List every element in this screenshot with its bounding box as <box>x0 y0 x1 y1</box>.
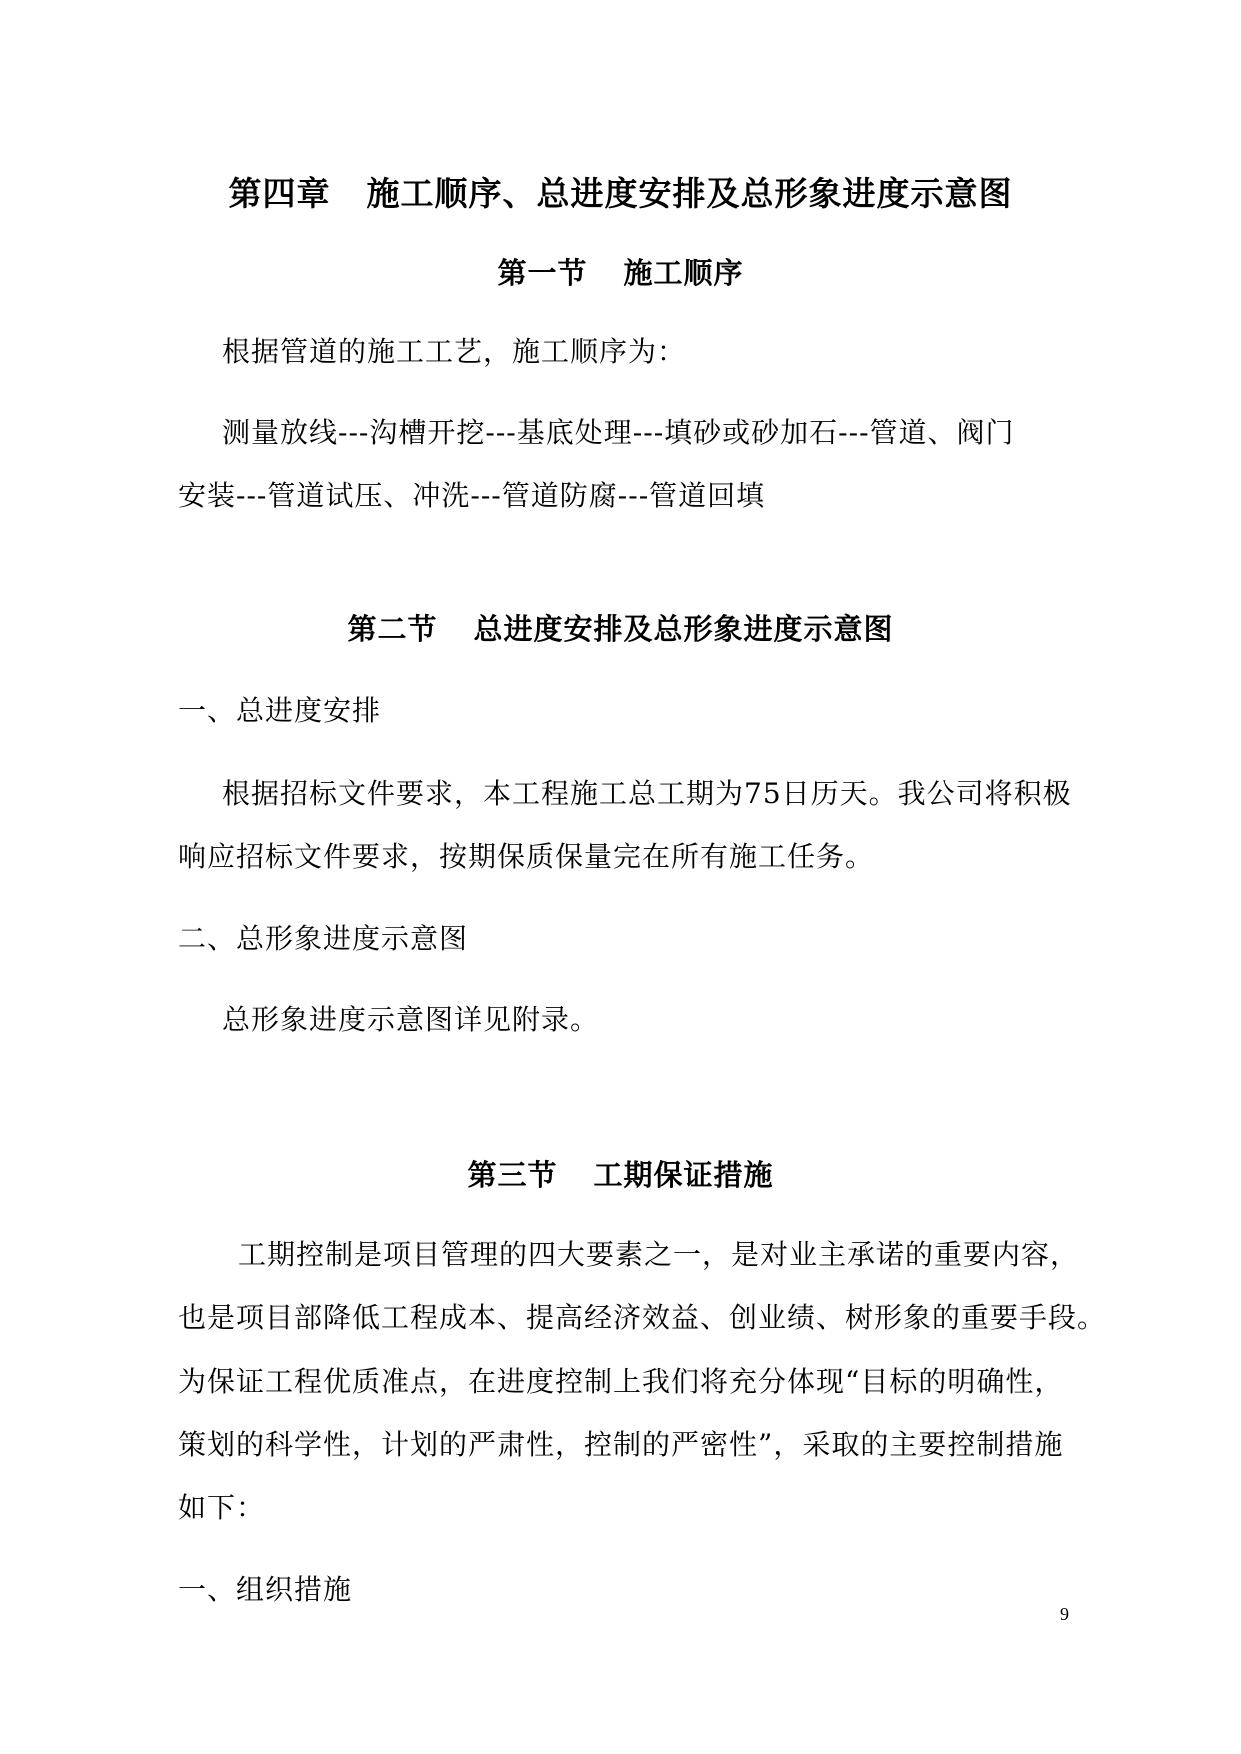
construction-sequence-line-2: 安装---管道试压、冲洗---管道防腐---管道回填 <box>178 479 766 512</box>
section-2-item-1-heading: 一、总进度安排 <box>178 694 382 727</box>
construction-sequence-line-1: 测量放线---沟槽开挖---基底处理---填砂或砂加石---管道、阀门 <box>222 416 1015 449</box>
page-number: 9 <box>1060 1604 1069 1624</box>
section-2-heading <box>150 607 1091 648</box>
section-2-title: 总进度安排及总形象进度示意图 <box>473 612 894 646</box>
section-3-paragraph-line-3: 为保证工程优质准点，在进度控制上我们将充分体现“目标的明确性， <box>178 1365 1064 1398</box>
section-2-item-1-line-2: 响应招标文件要求，按期保质保量完在所有施工任务。 <box>178 840 875 873</box>
section-2-item-1-line-1: 根据招标文件要求，本工程施工总工期为75日历天。我公司将积极 <box>222 777 1072 810</box>
section-3-paragraph-line-5: 如下： <box>178 1491 266 1524</box>
chapter-number: 第四章 <box>228 174 331 213</box>
chapter-heading <box>150 168 1091 215</box>
section-3-title: 工期保证措施 <box>593 1158 774 1192</box>
section-2-item-2-heading: 二、总形象进度示意图 <box>178 922 469 955</box>
section-3-paragraph-line-1: 工期控制是项目管理的四大要素之一，是对业主承诺的重要内容， <box>238 1238 1080 1271</box>
section-3-item-1-heading: 一、组织措施 <box>178 1573 353 1606</box>
section-3-number: 第三节 <box>467 1158 558 1192</box>
section-1-title: 施工顺序 <box>623 256 744 290</box>
section-3-heading <box>150 1153 1091 1194</box>
section-1-intro: 根据管道的施工工艺，施工顺序为： <box>222 335 687 368</box>
section-2-item-2-text: 总形象进度示意图详见附录。 <box>222 1003 600 1036</box>
section-3-paragraph-line-2: 也是项目部降低工程成本、提高经济效益、创业绩、树形象的重要手段。 <box>178 1301 1107 1334</box>
section-1-number: 第一节 <box>497 256 588 290</box>
section-2-number: 第二节 <box>347 612 438 646</box>
section-3-paragraph-line-4: 策划的科学性，计划的严肃性，控制的严密性”，采取的主要控制措施 <box>178 1428 1064 1461</box>
chapter-title: 施工顺序、总进度安排及总形象进度示意图 <box>366 174 1013 213</box>
section-1-heading <box>150 251 1091 292</box>
